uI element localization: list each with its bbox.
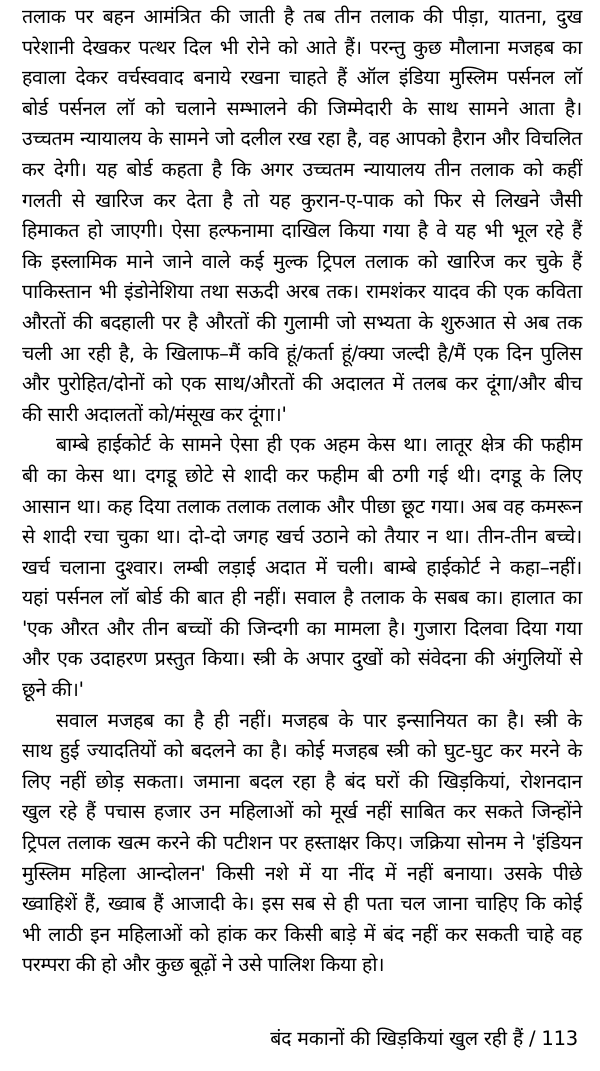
text-line: खर्च चलाना दुश्वार। लम्बी लड़ाई अदात में चली। बाम्बे हाईकोर्ट ने कहा–नहीं।: [22, 555, 582, 579]
text-line: उच्चतम न्यायालय के सामने जो दलील रख रहा है, वह आपको हैरान और विचलित: [22, 127, 582, 151]
text-line: और पुरोहित/दोनों को एक साथ/औरतों की अदालत में तलब कर दूंगा/और बीच: [22, 372, 582, 396]
text-line: बी का केस था। दगडू छोटे से शादी कर फहीम बी ठगी गई थी। दगडू के लिए: [22, 463, 582, 487]
text-line: कि इस्लामिक माने जाने वाले कई मुल्क ट्रिपल तलाक को खारिज कर चुके हैं: [22, 249, 582, 273]
text-line: परम्परा की हो और कुछ बूढ़ों ने उसे पालिश किया हो।: [22, 953, 385, 977]
running-title: बंद मकानों की खिड़कियां खुल रही हैं: [270, 1027, 523, 1050]
text-line: आसान था। कह दिया तलाक तलाक तलाक और पीछा छूट गया। अब वह कमरून: [22, 494, 582, 518]
text-line: गलती से खारिज कर देता है तो यह कुरान-ए-पाक को फिर से लिखने जैसी: [22, 188, 582, 212]
text-line: साथ हुई ज्यादतियों को बदलने का है। कोई मजहब स्त्री को घुट-घुट कर मरने के: [22, 739, 582, 763]
text-line: से शादी रचा चुका था। दो-दो जगह खर्च उठाने को तैयार न था। तीन-तीन बच्चे।: [22, 525, 582, 549]
page-footer: [22, 1024, 578, 1054]
text-line: लिए नहीं छोड़ सकता। जमाना बदल रहा है बंद घरों की खिड़कियां, रोशनदान: [22, 769, 582, 793]
text-line: मुस्लिम महिला आन्दोलन' किसी नशे में या नींद में नहीं बनाया। उसके पीछे: [22, 861, 582, 885]
text-line: चली आ रही है, के खिलाफ–मैं कवि हूं/कर्ता हूं/क्या जल्दी है/मैं एक दिन पुलिस: [22, 341, 582, 365]
text-line: ट्रिपल तलाक खत्म करने की पटीशन पर हस्ताक्षर किए। जक्रिया सोनम ने 'इंडियन: [22, 831, 582, 855]
text-line: परेशानी देखकर पत्थर दिल भी रोने को आते हैं। परन्तु कुछ मौलाना मजहब का: [22, 35, 582, 59]
text-line: 'एक औरत और तीन बच्चों की जिन्दगी का मामला है। गुजारा दिलवा दिया गया: [22, 616, 582, 640]
text-line: बोर्ड पर्सनल लॉ को चलाने सम्भालने की जिम्मेदारी के साथ सामने आता है।: [22, 96, 582, 120]
text-line: खुल रहे हैं पचास हजार उन महिलाओं को मूर्ख नहीं साबित कर सकते जिन्होंने: [22, 800, 582, 824]
page-body: [22, 2, 582, 981]
text-line: कर देगी। यह बोर्ड कहता है कि अगर उच्चतम न्यायालय तीन तलाक को कहीं: [22, 157, 582, 181]
text-line: छूने की।': [22, 678, 84, 702]
text-line: बाम्बे हाईकोर्ट के सामने ऐसा ही एक अहम केस था। लातूर क्षेत्र की फहीम: [56, 433, 582, 457]
text-line: सवाल मजहब का है ही नहीं। मजहब के पार इन्सानियत का है। स्त्री के: [56, 708, 582, 732]
text-line: यहां पर्सनल लॉ बोर्ड की बात ही नहीं। सवाल है तलाक के सबब का। हालात का: [22, 586, 582, 610]
footer-separator: /: [529, 1027, 536, 1050]
text-line: हवाला देकर वर्चस्ववाद बनाये रखना चाहते हैं ऑल इंडिया मुस्लिम पर्सनल लॉ: [22, 66, 582, 90]
text-line: की सारी अदालतों को/मंसूख कर दूंगा।': [22, 402, 287, 426]
text-line: भी लाठी इन महिलाओं को हांक कर किसी बाड़े में बंद नहीं कर सकती चाहे वह: [22, 922, 582, 946]
text-line: तलाक पर बहन आमंत्रित की जाती है तब तीन तलाक की पीड़ा, यातना, दुख: [22, 5, 582, 28]
page-number: 113: [541, 1027, 578, 1050]
text-line: हिमाकत हो जाएगी। ऐसा हल्फनामा दाखिल किया गया है वे यह भी भूल रहे हैं: [22, 219, 582, 243]
text-line: ख्वाहिशें हैं, ख्वाब हैं आजादी के। इस सब से ही पता चल जाना चाहिए कि कोई: [22, 892, 582, 916]
text-line: औरतों की बदहाली पर है औरतों की गुलामी जो सभ्यता के शुरुआत से अब तक: [22, 310, 582, 334]
text-line: और एक उदाहरण प्रस्तुत किया। स्त्री के अपार दुखों को संवेदना की अंगुलियों से: [22, 647, 582, 671]
text-line: पाकिस्तान भी इंडोनेशिया तथा सऊदी अरब तक। रामशंकर यादव की एक कविता: [22, 280, 582, 304]
